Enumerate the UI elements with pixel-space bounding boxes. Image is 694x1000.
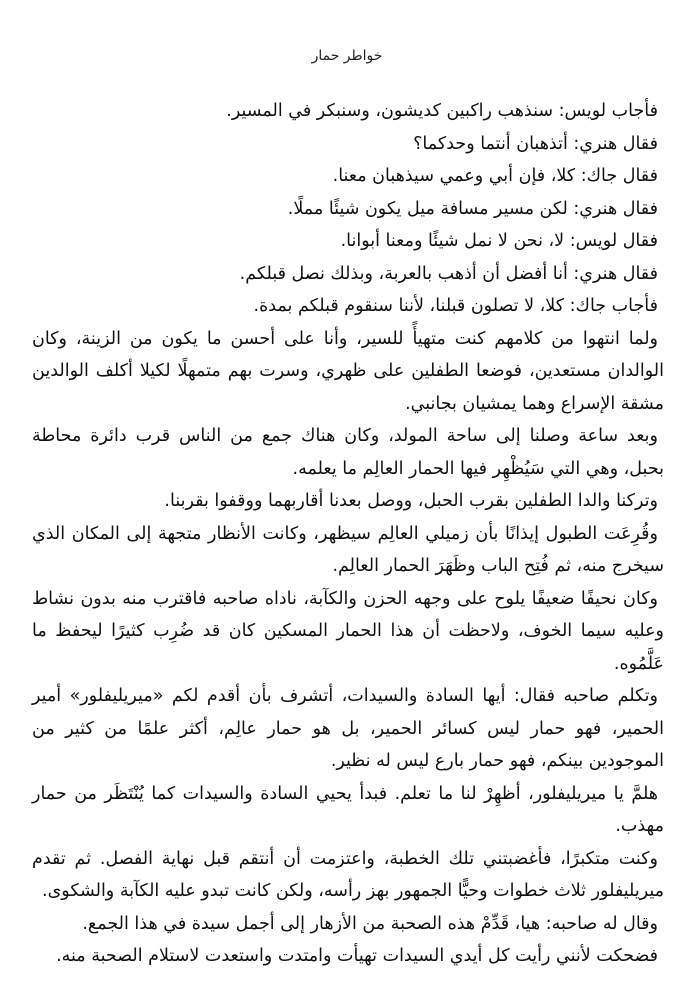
page-body <box>32 95 664 973</box>
paragraph: هلمَّ يا ميريليفلور، أظهِرْ لنا ما تعلم. فبدأ يحيي السادة والسيدات كما يُنْتَظَر من حمار مهذب. <box>32 783 664 836</box>
paragraph: فقال لويس: لا، نحن لا نمل شيئًا ومعنا أبوانا. <box>340 231 658 251</box>
running-header: خواطر حمار <box>311 48 383 64</box>
paragraph: فقال هنري: لكن مسير مسافة ميل يكون شيئًا مملًا. <box>287 198 658 219</box>
paragraph: وتكلم صاحبه فقال: أيها السادة والسيدات، أتشرف بأن أقدم لكم «ميريليفلور» أمير الحمير، فهو حمار ليس كسائر الحمير، بل هو حمار عالِم، أكثر علمًا من كثير من الموجودين بينكم، فهو حمار بارع ليس له نظير. <box>32 686 664 771</box>
paragraph: فأجاب لويس: سنذهب راكبين كديشون، وسنبكر في المسير. <box>226 101 658 121</box>
paragraph: وبعد ساعة وصلنا إلى ساحة المولد، وكان هناك جمع من الناس قرب دائرة محاطة بحبل، وهي التي سَيُظْهِر فيها الحمار العالِم ما يعلمه. <box>32 426 664 479</box>
paragraph: وقُرِعَت الطبول إيذانًا بأن زميلي العالِم سيظهر، وكانت الأنظار متجهة إلى المكان الذي سيخرج منه، ثم فُتِح الباب وظَهَرَ الحمار العالِم. <box>32 523 664 576</box>
paragraph: فضحكت لأنني رأيت كل أيدي السيدات تهيأت وامتدت واستعدت لاستلام الصحبة منه. <box>56 946 658 966</box>
paragraph: فقال هنري: أتذهبان أنتما وحدكما؟ <box>413 133 658 154</box>
paragraph: فقال جاك: كلا، فإن أبي وعمي سيذهبان معنا. <box>332 166 658 186</box>
paragraph: فقال هنري: أنا أفضل أن أذهب بالعربة، وبذلك نصل قبلكم. <box>239 263 658 284</box>
paragraph: وكنت متكبرًا، فأغضبتني تلك الخطبة، واعتزمت أن أنتقم قبل نهاية الفصل. ثم تقدم ميريليفلور ثلاث خطوات وحيًّا الجمهور بهز رأسه، ولكن كانت تبدو عليه الكآبة والشكوى. <box>32 848 664 901</box>
paragraph: وقال له صاحبه: هيا، قَدِّمْ هذه الصحبة من الأزهار إلى أجمل سيدة في هذا الجمع. <box>82 913 658 934</box>
paragraph: وتركنا والدا الطفلين بقرب الحبل، ووصل بعدنا أقاربهما ووقفوا بقربنا. <box>164 491 658 511</box>
paragraph: فأجاب جاك: كلا، لا تصلون قبلنا، لأننا سنقوم قبلكم بمدة. <box>253 296 658 316</box>
paragraph: ولما انتهوا من كلامهم كنت متهيأً للسير، وأنا على أحسن ما يكون من الزينة، وكان الوالدان مستعدين، فوضعا الطفلين على ظهري، وسرت بهم متمهلًا لكيلا أكلف الوالدين مشقة الإسراع وهما يمشيان بجانبي. <box>32 328 664 414</box>
paragraph: وكان نحيفًا ضعيفًا يلوح على وجهه الحزن والكآبة، ناداه صاحبه فاقترب منه بدون نشاط وعليه سيما الخوف، ولاحظت أن هذا الحمار المسكين كان قد ضُرِب كثيرًا ليحفظ ما عَلَّمُوه. <box>32 588 664 674</box>
